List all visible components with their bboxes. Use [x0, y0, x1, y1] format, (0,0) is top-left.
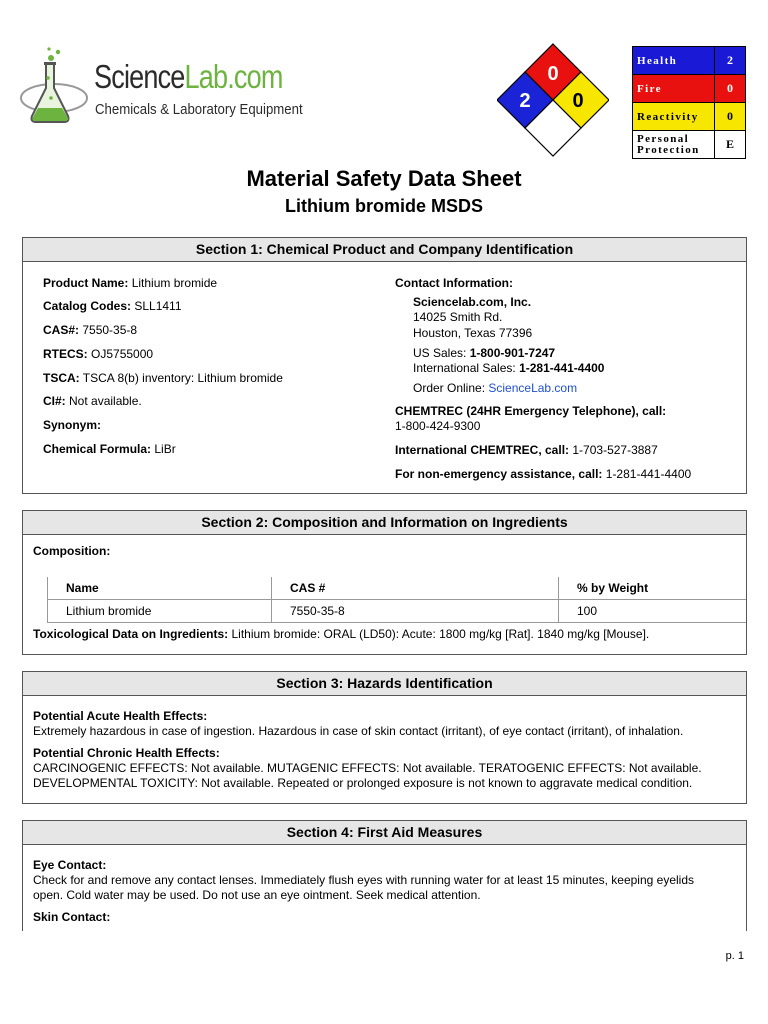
intl-chemtrec: International CHEMTREC, call: 1-703-527-3887 [395, 443, 658, 457]
nfpa-diamond [497, 42, 609, 162]
company-name: Sciencelab.com, Inc. [413, 295, 532, 309]
chemtrec-label: CHEMTREC (24HR Emergency Telephone), call: [395, 404, 667, 418]
hmis-value: 0 [715, 103, 746, 131]
chemtrec-number: 1-800-424-9300 [395, 419, 481, 433]
eye-contact-line-2: open. Cold water may be used. Do not use an eye ointment. Seek medical attention. [33, 888, 481, 902]
page-number: p. 1 [725, 950, 744, 962]
chronic-effects-line-2: DEVELOPMENTAL TOXICITY: Not available. Repeated or prolonged exposure is not known to aggravate medical condition. [33, 776, 693, 790]
contact-info-label: Contact Information: [395, 276, 513, 290]
address-line-1: 14025 Smith Rd. [413, 310, 503, 324]
section-heading: Section 3: Hazards Identification [23, 672, 746, 696]
order-online: Order Online: ScienceLab.com [413, 381, 578, 395]
nfpa-reactivity-value: 0 [572, 90, 584, 112]
product-name-field: Product Name: Lithium bromide [43, 276, 218, 290]
us-sales: US Sales: 1-800-901-7247 [413, 346, 556, 360]
hmis-value: 2 [715, 47, 746, 75]
column-header: CAS # [272, 577, 559, 600]
section-3 [22, 671, 747, 804]
table-cell: 100 [559, 600, 747, 623]
acute-effects-label: Potential Acute Health Effects: [33, 709, 208, 723]
section-heading: Section 1: Chemical Product and Company Identification [23, 238, 746, 262]
table-cell: Lithium bromide [48, 600, 272, 623]
column-header: % by Weight [559, 577, 747, 600]
skin-contact-label: Skin Contact: [33, 910, 111, 924]
table-header-row [48, 577, 747, 600]
hmis-value: E [715, 131, 746, 159]
toxicological-data: Toxicological Data on Ingredients: Lithium bromide: ORAL (LD50): Acute: 1800 mg/kg [Rat]. 1840 mg/kg [Mouse]. [33, 627, 650, 641]
brand-tagline: Chemicals & Laboratory Equipment [95, 101, 303, 118]
section-1 [22, 237, 747, 494]
ci-field: CI#: Not available. [43, 394, 142, 408]
chronic-effects-line-1: CARCINOGENIC EFFECTS: Not available. MUTAGENIC EFFECTS: Not available. TERATOGENIC EFFECTS: Not available. [33, 761, 702, 775]
nfpa-fire-value: 0 [547, 63, 559, 85]
hmis-reactivity-row [633, 103, 746, 131]
document-subtitle: Lithium bromide MSDS [285, 196, 483, 216]
chemical-formula-field: Chemical Formula: LiBr [43, 442, 176, 456]
eye-contact-line-1: Check for and remove any contact lenses. Immediately flush eyes with running water for at least 15 minutes, keeping eyelids [33, 873, 695, 887]
hmis-label: Reactivity [633, 103, 715, 131]
brand-name: ScienceLab.com [94, 58, 283, 95]
sciencelab-link[interactable]: ScienceLab.com [488, 381, 578, 395]
composition-table [47, 577, 746, 623]
section-heading: Section 4: First Aid Measures [23, 821, 746, 845]
hmis-fire-row [633, 75, 746, 103]
hmis-label: Fire [633, 75, 715, 103]
hmis-protection-row [633, 131, 746, 159]
synonym-field: Synonym: [43, 418, 102, 432]
acute-effects-text: Extremely hazardous in case of ingestion. Hazardous in case of skin contact (irritant), of eye contact (irritant), of inhalation. [33, 724, 684, 738]
column-header: Name [48, 577, 272, 600]
hmis-rating-table [632, 46, 746, 159]
hmis-label: Personal Protection [633, 131, 715, 159]
address-line-2: Houston, Texas 77396 [413, 326, 533, 340]
flask-logo-icon [18, 44, 94, 134]
hmis-value: 0 [715, 75, 746, 103]
section-4 [22, 820, 747, 931]
table-cell: 7550-35-8 [272, 600, 559, 623]
composition-label: Composition: [33, 544, 111, 558]
non-emergency: For non-emergency assistance, call: 1-281-441-4400 [395, 467, 692, 481]
eye-contact-label: Eye Contact: [33, 858, 107, 872]
catalog-codes-field: Catalog Codes: SLL1411 [43, 299, 182, 313]
hmis-label: Health [633, 47, 715, 75]
document-title: Material Safety Data Sheet [246, 166, 522, 191]
section-2 [22, 510, 747, 655]
nfpa-health-value: 2 [519, 90, 531, 112]
chronic-effects-label: Potential Chronic Health Effects: [33, 746, 220, 760]
international-sales: International Sales: 1-281-441-4400 [413, 361, 605, 375]
tsca-field: TSCA: TSCA 8(b) inventory: Lithium bromide [43, 371, 283, 385]
hmis-health-row [633, 47, 746, 75]
cas-field: CAS#: 7550-35-8 [43, 323, 138, 337]
section-heading: Section 2: Composition and Information on Ingredients [23, 511, 746, 535]
table-row [48, 600, 747, 623]
rtecs-field: RTECS: OJ5755000 [43, 347, 154, 361]
